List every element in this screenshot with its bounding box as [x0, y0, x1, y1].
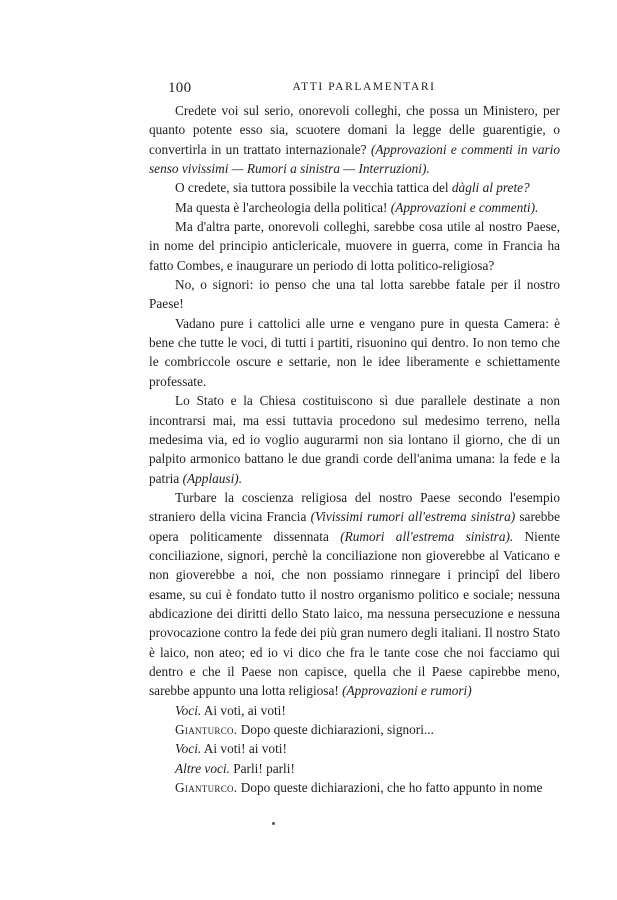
italic-run: Altre voci.: [175, 760, 230, 776]
paragraph: [149, 391, 560, 488]
speaker-name: Gianturco.: [175, 780, 238, 796]
paragraph: [149, 275, 560, 314]
text-run: sarebbe opera politicamente dissennata: [149, 509, 560, 544]
paragraph: [149, 739, 560, 758]
paragraph: [149, 217, 560, 275]
text-run: Vadano pure i cattolici alle urne e vengano pure in questa Camera: è bene che tutte le voci, di tutti i partiti, risuonino qui dentro. Io non temo che le combriccole oscure e settarie, non le idee liberamente e schiettamente professate.: [149, 315, 560, 389]
text-run: Turbare la coscienza religiosa del nostro Paese secondo l'esempio straniero della vicina Francia: [149, 489, 560, 525]
text-run: Parli! parli!: [229, 760, 295, 776]
text-run: No, o signori: io penso che una tal lotta sarebbe fatale per il nostro Paese!: [149, 277, 560, 312]
text-run: Niente conciliazione, signori, perchè la conciliazione non gioverebbe al Vaticano e non gioverebbe a noi, che non possiamo rinnegare i principî del libero esame, su cui è fondato tutto il nostro organismo politico e sociale; nessuna abdicazione dei diritti dello Stato laico, ma nessuna persecuzione e nessuna provocazione contro la fede dei più gran numero degli italiani. Il nostro Stato è laico, non ateo; ed io vi dico che fra le tante cose che noi facciamo qui dentro e che il Paese non capisce, quella che il Paese capirebbe meno, sarebbe appunto una lotta religiosa!: [149, 528, 560, 699]
paragraph: [149, 178, 560, 197]
paragraph: [149, 488, 560, 701]
italic-run: (Approvazioni e commenti).: [390, 199, 539, 215]
paragraph: [149, 198, 560, 217]
italic-run: (Approvazioni e rumori): [342, 683, 472, 699]
page-number: 100: [168, 80, 192, 96]
text-run: O credete, sia tuttora possibile la vecchia tattica del: [175, 180, 452, 196]
paragraph: [149, 101, 560, 178]
paragraph: [149, 778, 560, 797]
page-header: [168, 80, 560, 100]
body-text: [149, 101, 560, 797]
italic-run: (Applausi).: [182, 470, 243, 486]
italic-run: (Vivissimi rumori all'estrema sinistra): [310, 509, 516, 525]
text-run: Dopo queste dichiarazioni, che ho fatto appunto in nome: [237, 780, 543, 796]
text-run: Credete voi sul serio, onorevoli colleghi, che possa un Ministero, per quanto potente esso sia, scuotere domani la legge delle guarentigie, o convertirla in un trattato internazionale?: [149, 103, 560, 157]
paragraph: [149, 314, 560, 391]
running-title: ATTI PARLAMENTARI: [292, 81, 436, 93]
text-run: Ma d'altra parte, onorevoli colleghi, sarebbe cosa utile al nostro Paese, in nome del principio anticlericale, muovere in guerra, come in Francia ha fatto Combes, e inaugurare un periodo di lotta politico-religiosa?: [149, 219, 560, 273]
text-run: Lo Stato e la Chiesa costituiscono sì due parallele destinate a non incontrarsi mai, ma essi tuttavia procedono sul medesimo terreno, nella medesima via, ed io voglio augurarmi non sia lontano il giorno, che di un palpito armonico battano le due grandi corde dell'anima umana: la fede e la patria: [149, 393, 560, 486]
text-run: Ai voti! ai voti!: [201, 741, 287, 757]
speck-mark: [272, 822, 275, 825]
italic-run: (Rumori all'estrema sinistra).: [340, 528, 514, 544]
speaker-name: Gianturco.: [175, 722, 238, 737]
paragraph: [149, 720, 560, 739]
italic-run: Voci.: [175, 702, 202, 718]
text-run: Dopo queste dichiarazioni, signori...: [237, 722, 434, 737]
text-run: Ai voti, ai voti!: [201, 702, 286, 718]
italic-run: (Approvazioni e commenti in vario senso vivissimi — Rumori a sinistra — Interruzioni).: [149, 141, 561, 177]
paragraph: [149, 759, 560, 778]
paragraph: [149, 701, 560, 720]
italic-run: Voci.: [175, 741, 202, 757]
italic-run: dàgli al prete?: [451, 180, 530, 196]
text-run: Ma questa è l'archeologia della politica!: [175, 199, 391, 215]
